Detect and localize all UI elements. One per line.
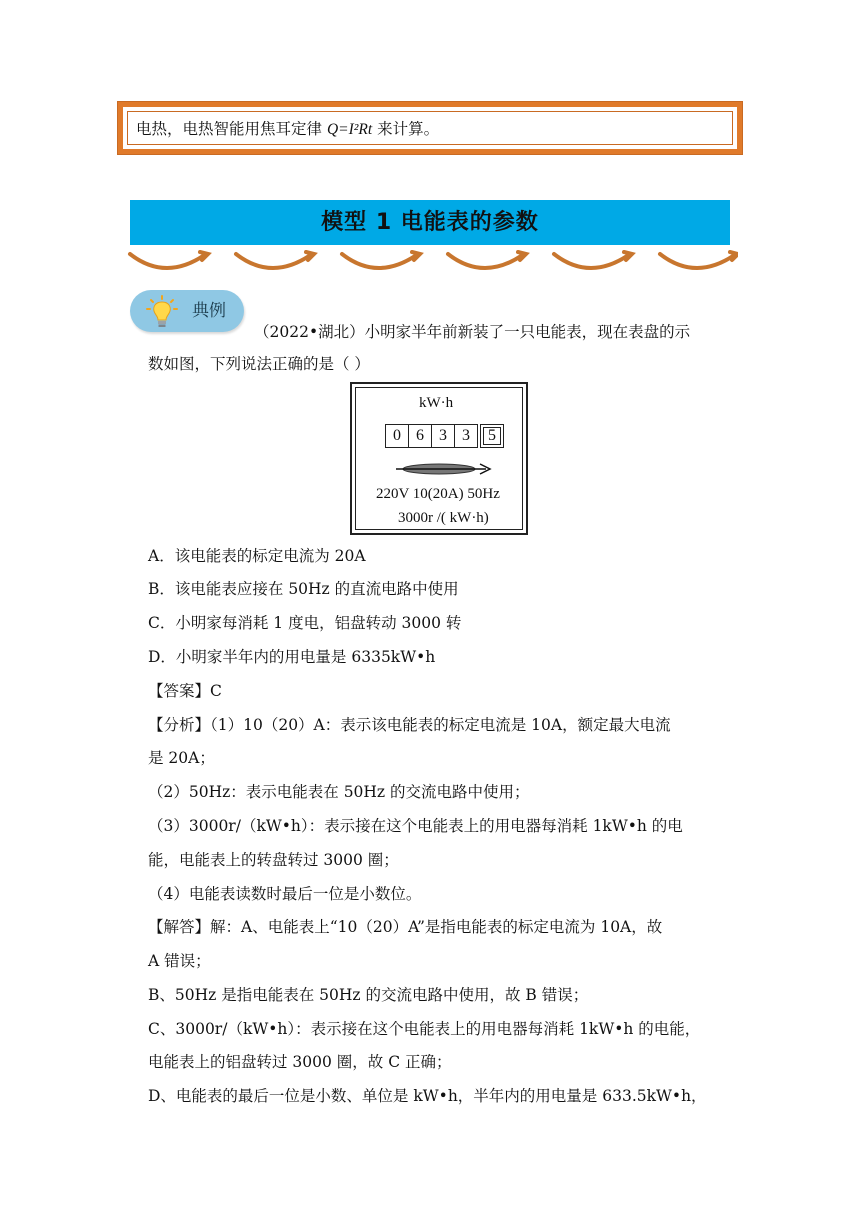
meter-digits (386, 424, 504, 448)
lightbulb-icon (146, 295, 178, 329)
meter-digit: 3 (431, 424, 455, 448)
example-badge (130, 290, 244, 332)
option-b: B．该电能表应接在 50Hz 的直流电路中使用 (148, 580, 459, 598)
note-text (127, 111, 733, 145)
analysis-line: （3）3000r/（kW•h）：表示接在这个电能表上的用电器每消耗 1kW•h 的电 (148, 817, 683, 835)
analysis-line: 能，电能表上的转盘转过 3000 圈； (148, 851, 399, 869)
meter-unit: kW·h (419, 395, 454, 411)
note-suffix: 来计算。 (372, 120, 440, 138)
meter-disc-arrow-icon (394, 460, 494, 478)
analysis-line: 【分析】（1）10（20）A：表示该电能表的标定电流是 10A，额定最大电流 (148, 716, 671, 734)
analysis-line: （4）电能表读数时最后一位是小数位。 (148, 885, 422, 903)
meter-spec: 220V 10(20A) 50Hz (376, 486, 500, 502)
solution-line: B、50Hz 是指电能表在 50Hz 的交流电路中使用，故 B 错误； (148, 986, 589, 1004)
solution-line: 【解答】解：A、电能表上“10（20）A”是指电能表的标定电流为 10A，故 (148, 918, 663, 936)
question-line-2: 数如图，下列说法正确的是（ ） (148, 355, 370, 373)
meter-digit: 6 (408, 424, 432, 448)
joule-formula: Q=I²Rt (326, 121, 373, 138)
answer: 【答案】C (148, 682, 222, 700)
badge-label: 典例 (192, 301, 226, 321)
solution-line: C、3000r/（kW•h）：表示接在这个电能表上的用电器每消耗 1kW•h 的电能， (148, 1020, 701, 1038)
section-banner: 模型 1 电能表的参数 (130, 200, 730, 245)
analysis-line: （2）50Hz：表示电能表在 50Hz 的交流电路中使用； (148, 783, 530, 801)
option-d: D．小明家半年内的用电量是 6335kW•h (148, 648, 436, 666)
solution-line: 电能表上的铝盘转过 3000 圈，故 C 正确； (148, 1053, 452, 1071)
analysis-line: 是 20A； (148, 749, 215, 767)
option-c: C．小明家每消耗 1 度电，铝盘转动 3000 转 (148, 614, 462, 632)
meter-revolutions: 3000r /( kW·h) (398, 510, 489, 526)
option-a: A．该电能表的标定电流为 20A (148, 547, 366, 565)
question-line-1: （2022•湖北）小明家半年前新装了一只电能表，现在表盘的示 (254, 323, 691, 341)
meter-digit: 0 (385, 424, 409, 448)
solution-line: D、电能表的最后一位是小数、单位是 kW•h，半年内的用电量是 633.5kW•h， (148, 1087, 707, 1105)
decorative-swoops (126, 248, 738, 278)
meter-digit: 3 (454, 424, 478, 448)
meter-digit-decimal: 5 (480, 424, 504, 448)
note-prefix: 电热，电热智能用焦耳定律 (136, 120, 327, 138)
electric-meter-figure (350, 382, 528, 535)
solution-line: A 错误； (148, 952, 211, 970)
note-box (118, 102, 742, 154)
